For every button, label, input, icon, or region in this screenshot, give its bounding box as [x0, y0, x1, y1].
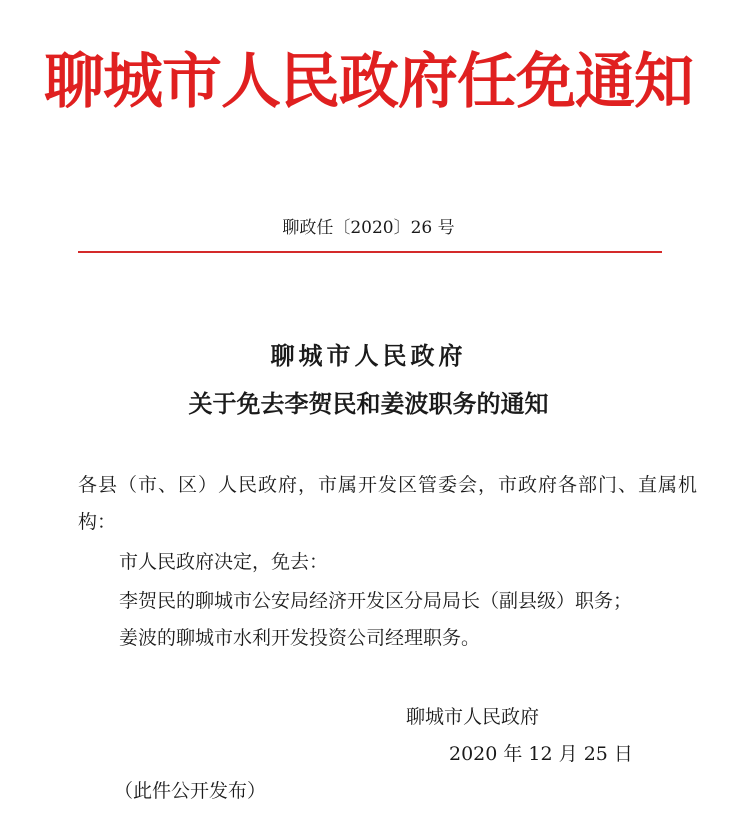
addressee-line-1: 各县（市、区）人民政府，市属开发区管委会，市政府各部门、直属机 [78, 474, 699, 496]
body-paragraph-removal-1: 李贺民的聊城市公安局经济开发区分局局长（副县级）职务； [119, 590, 633, 612]
masthead-title: 聊城市人民政府任免通知 [44, 47, 693, 117]
document-title-issuer: 聊城市人民政府 [270, 341, 467, 370]
body-paragraph-decision: 市人民政府决定，免去： [119, 551, 329, 573]
publication-note: （此件公开发布） [114, 780, 267, 802]
document-title-subject: 关于免去李贺民和姜波职务的通知 [188, 389, 549, 418]
red-divider-line [78, 251, 662, 253]
signature-organization: 聊城市人民政府 [406, 706, 540, 728]
document-number: 聊政任〔2020〕26 号 [282, 218, 455, 238]
body-paragraph-removal-2: 姜波的聊城市水利开发投资公司经理职务。 [119, 627, 481, 649]
addressee-line-2: 构： [78, 511, 117, 533]
signature-date: 2020 年 12 月 25 日 [449, 743, 633, 765]
